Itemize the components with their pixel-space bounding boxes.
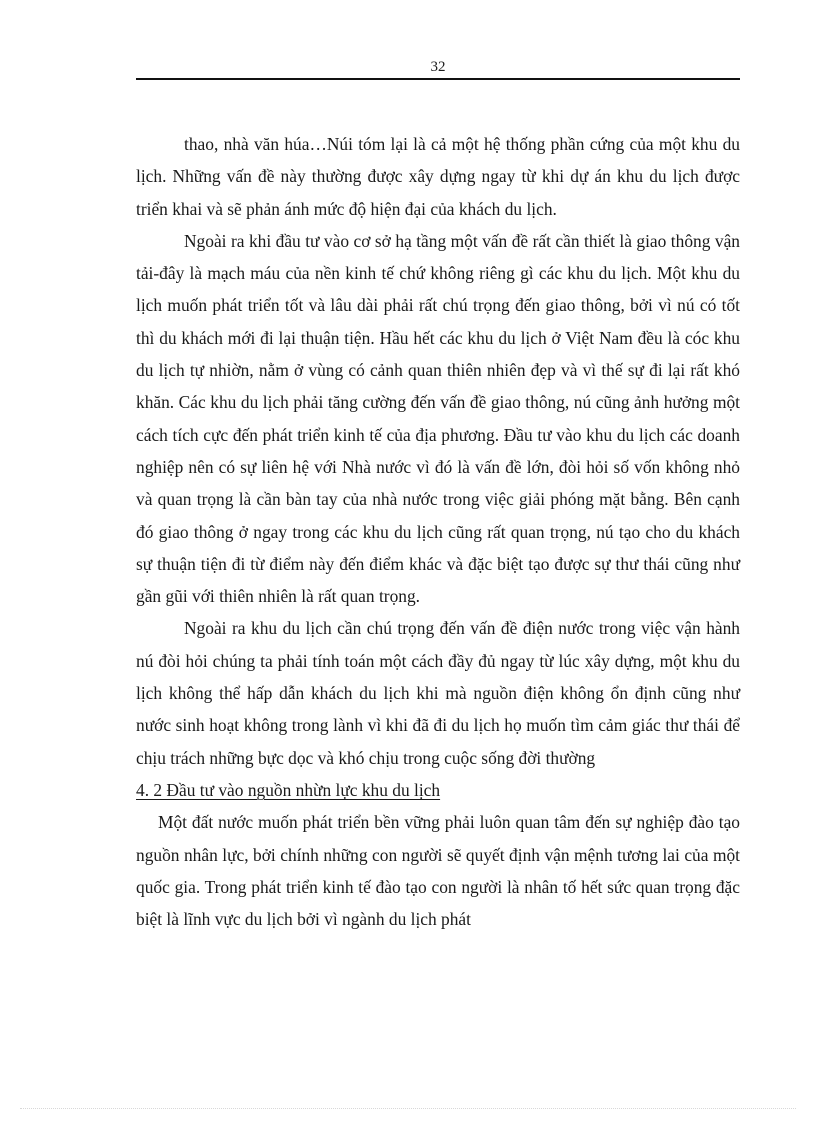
page-number: 32 xyxy=(430,59,446,75)
paragraph-continuation: thao, nhà văn húa…Núi tóm lại là cả một hệ thống phần cứng của một khu du lịch. Những vấn đề này thường được xây dựng ngay từ khi dự án khu du lịch được triển khai và sẽ phản ánh mức độ hiện đại của khách du lịch. xyxy=(136,134,740,219)
page-bottom-divider xyxy=(20,1108,796,1109)
paragraph-transport: Ngoài ra khi đầu tư vào cơ sở hạ tầng một vấn đề rất cần thiết là giao thông vận tải-đây là mạch máu của nền kinh tế chứ không riêng gì các khu du lịch. Một khu du lịch muốn phát triển tốt và lâu dài phải rất chú trọng đến giao thông, bởi vì nú có tốt thì du khách mới đi lại thuận tiện. Hầu hết các khu du lịch ở Việt Nam đều là cóc khu du lịch tự nhiờn, nằm ở vùng có cảnh quan thiên nhiên đẹp và vì thế sự đi lại rất khó khăn. Các khu du lịch phải tăng cường đến vấn đề giao thông, nú cũng ảnh hưởng một cách tích cực đến phát triển kinh tế của địa phương. Đầu tư vào khu du lịch các doanh nghiệp nên có sự liên hệ với Nhà nước vì đó là vấn đề lớn, đòi hỏi số vốn không nhỏ và quan trọng là cần bàn tay của nhà nước trong việc giải phóng mặt bằng. Bên cạnh đó giao thông ở ngay trong các khu du lịch cũng rất quan trọng, nú tạo cho du khách sự thuận tiện đi từ điểm này đến điểm khác và đặc biệt tạo được sự thư thái cũng như gần gũi với thiên nhiên là rất quan trọng. xyxy=(136,230,740,607)
paragraph-utilities: Ngoài ra khu du lịch cần chú trọng đến vấn đề điện nước trong việc vận hành nú đòi hỏi chúng ta phải tính toán một cách đầy đủ ngay từ lúc xây dựng, một khu du lịch không thể hấp dẫn khách du lịch khi mà nguồn điện không ổn định cũng như nước sinh hoạt không trong lành vì khi đã đi du lịch họ muốn tìm cảm giác thư thái để chịu trách những bực dọc và khó chịu trong cuộc sống đời thường xyxy=(136,618,740,768)
section-heading: 4. 2 Đầu tư vào nguồn nhừn lực khu du lịch xyxy=(136,779,441,800)
paragraph-human-resources: Một đất nước muốn phát triển bền vững phải luôn quan tâm đến sự nghiệp đào tạo nguồn nhân lực, bởi chính những con người sẽ quyết định vận mệnh tương lai của một quốc gia. Trong phát triển kinh tế đào tạo con người là nhân tố hết sức quan trọng đặc biệt là lĩnh vực du lịch bởi vì ngành du lịch phát xyxy=(136,812,740,930)
page-header xyxy=(136,58,740,80)
section-heading-row xyxy=(136,774,740,806)
document-body xyxy=(136,128,740,935)
